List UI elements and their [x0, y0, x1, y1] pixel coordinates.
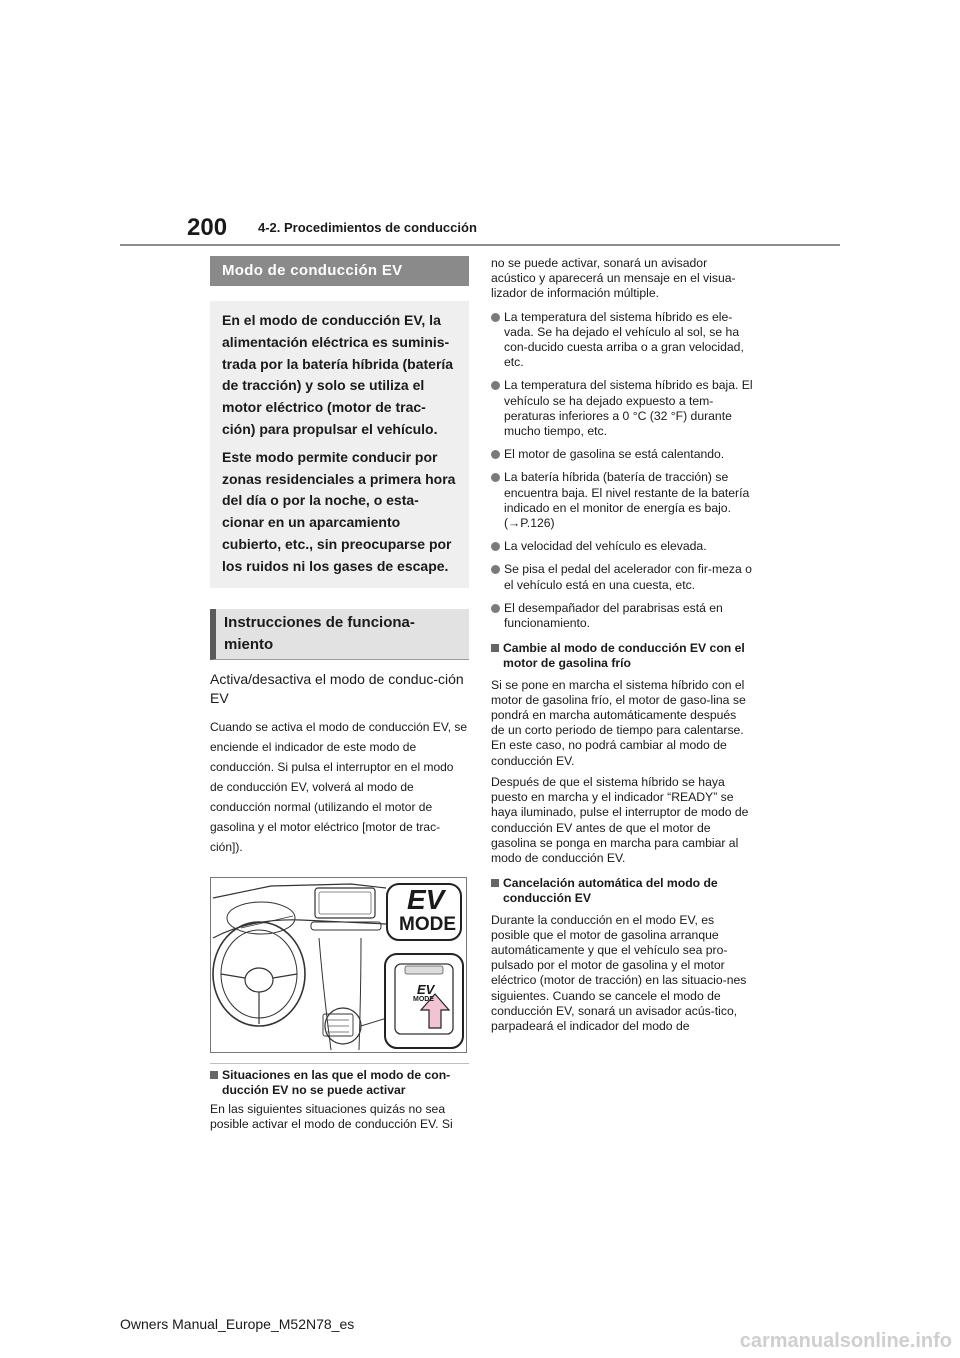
list-item: La velocidad del vehículo es elevada. — [491, 539, 753, 554]
mode-label-small: MODE — [413, 995, 434, 1003]
situations-body: En las siguientes situaciones quizás no sea posible activar el modo de conducción EV. Si — [210, 1101, 453, 1132]
intro-paragraph-1: En el modo de conducción EV, la alimentación eléctrica es suminis-trada por la batería híbrida (batería de tracción) y solo se utiliza el motor eléctrico (motor de trac-ción) para propulsar el vehículo. — [222, 312, 454, 437]
section-title-ev-mode: Modo de conducción EV — [210, 256, 469, 286]
ev-logo-small: EV — [417, 981, 435, 997]
list-item: El motor de gasolina se está calentando. — [491, 447, 753, 462]
intro-paragraph-2: Este modo permite conducir por zonas residenciales a primera hora del día o por la noche, o esta-cionar en un aparcamiento cubierto, etc., sin preocuparse por los ruidos ni los gases de escape. — [222, 448, 456, 574]
header-rule — [120, 244, 840, 246]
right-column — [491, 256, 753, 1034]
section-header: 4-2. Procedimientos de conducción — [258, 220, 477, 235]
lead-text: Activa/desactiva el modo de conduc-ción EV — [210, 670, 464, 706]
intro-box — [210, 301, 469, 588]
mode-label-large: MODE — [399, 913, 456, 935]
footer-text: Owners Manual_Europe_M52N78_es — [120, 1316, 355, 1332]
page-number: 200 — [187, 214, 228, 241]
left-column — [210, 256, 469, 1132]
ev-mode-illustration — [210, 877, 467, 1053]
auto-cancel-heading: Cancelación automática del modo de conducción EV — [491, 876, 753, 906]
list-item: La temperatura del sistema híbrido es baja. El vehículo se ha dejado expuesto a tem-peraturas inferiores a 0 °C (32 °F) durante mucho tiempo, etc. — [491, 378, 753, 439]
cold-engine-paragraph-1: Si se pone en marcha el sistema híbrido con el motor de gasolina frío, el motor de gaso-lina se pondrá en marcha automáticamente después de un corto periodo de tiempo para calentarse. En este caso, no podrá cambiar al modo de conducción EV. — [491, 677, 746, 768]
situations-list — [491, 310, 753, 632]
list-item: Se pisa el pedal del acelerador con fir-meza o el vehículo está en una cuesta, etc. — [491, 562, 753, 592]
auto-cancel-paragraph: Durante la conducción en el modo EV, es posible que el motor de gasolina arranque automáticamente y que el vehículo sea pro-pulsado por el motor de gasolina y el motor eléctrico (motor de tracción) en las situacio-nes siguientes. Cuando se cancele el modo de conducción EV, sonará un avisador acús-tico, parpadeará el indicador del modo de — [491, 912, 747, 1033]
watermark: carmanualsonline.info — [739, 1330, 952, 1352]
ev-logo-large: EV — [407, 883, 445, 915]
cold-engine-paragraph-2: Después de que el sistema híbrido se haya puesto en marcha y el indicador “READY” se haya iluminado, pulse el interruptor de modo de conducción EV antes de que el motor de gasolina se ponga en marcha para cambiar al modo de conducción EV. — [491, 774, 749, 865]
continuation-text: no se puede activar, sonará un avisador acústico y aparecerá un mensaje en el visua-lizador de información múltiple. — [491, 256, 736, 301]
section-title-instructions: Instrucciones de funciona-miento — [210, 609, 469, 660]
list-item: La batería híbrida (batería de tracción) se encuentra baja. El nivel restante de la batería indicado en el monitor de energía es bajo. (→P.126) — [491, 470, 753, 531]
list-item: La temperatura del sistema híbrido es ele-vada. Se ha dejado el vehículo al sol, se ha con-ducido cuesta arriba o a gran velocidad, etc. — [491, 310, 753, 371]
body-text: Cuando se activa el modo de conducción EV, se enciende el indicador de este modo de conducción. Si pulsa el interruptor en el modo de conducción EV, volverá al modo de conducción normal (utilizando el motor de gasolina y el motor eléctrico [motor de trac-ción]). — [210, 719, 468, 854]
cold-engine-heading: Cambie al modo de conducción EV con el motor de gasolina frío — [491, 641, 753, 671]
section-divider — [210, 1063, 469, 1064]
situations-heading: Situaciones en las que el modo de con-ducción EV no se puede activar — [210, 1068, 469, 1098]
list-item: El desempañador del parabrisas está en funcionamiento. — [491, 601, 753, 631]
